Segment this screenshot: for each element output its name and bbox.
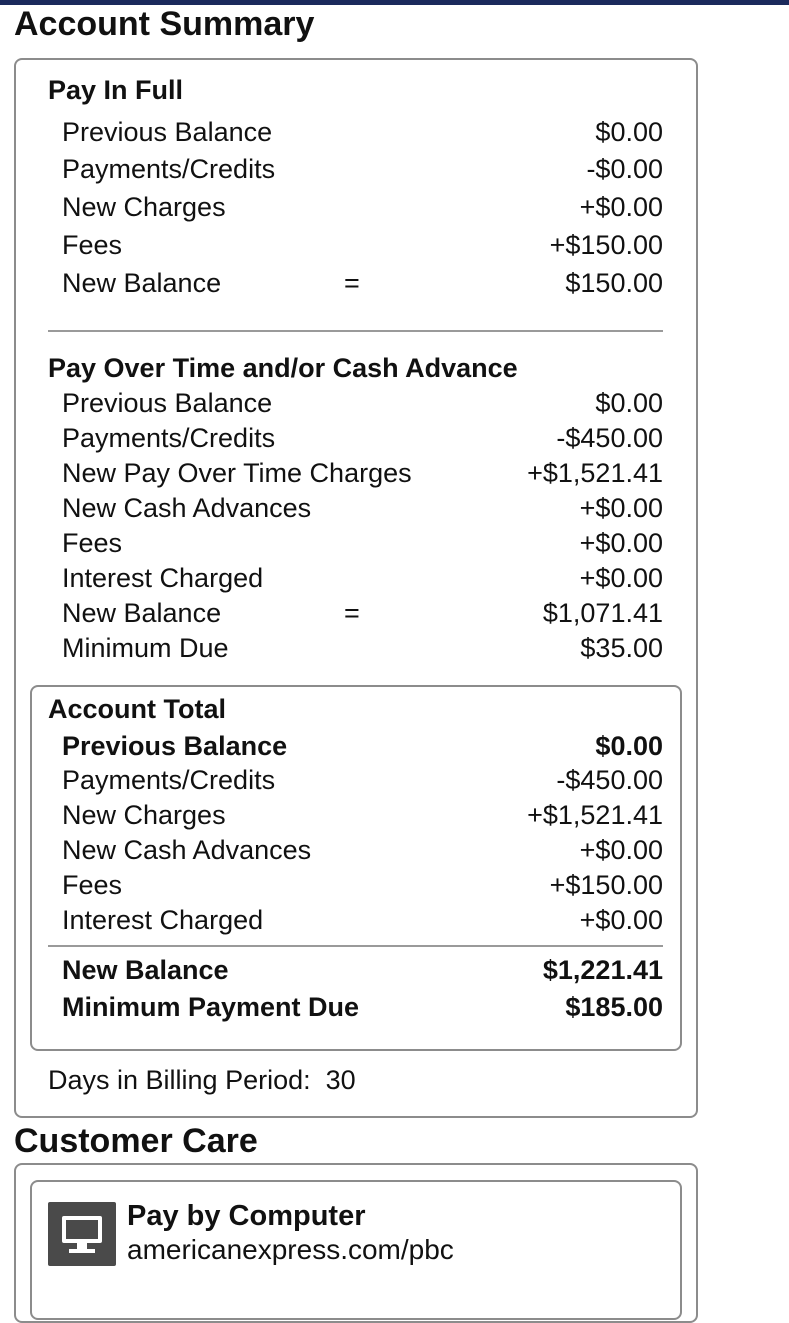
row-label: New Charges bbox=[62, 800, 226, 830]
summary-row bbox=[62, 421, 663, 456]
summary-row bbox=[62, 833, 663, 868]
row-label: Fees bbox=[62, 870, 123, 900]
row-value: +$0.00 bbox=[579, 493, 663, 523]
summary-row bbox=[62, 631, 663, 666]
row-value: +$0.00 bbox=[579, 905, 663, 935]
row-label: Interest Charged bbox=[62, 563, 264, 593]
computer-monitor-icon bbox=[48, 1202, 116, 1266]
row-value: +$0.00 bbox=[579, 528, 663, 558]
row-value: $0.00 bbox=[595, 117, 663, 147]
total-row bbox=[62, 990, 663, 1025]
row-value: +$1,521.41 bbox=[527, 800, 663, 830]
row-label: Previous Balance bbox=[62, 731, 288, 761]
row-label: New Balance bbox=[62, 598, 222, 628]
summary-row bbox=[62, 526, 663, 561]
summary-row bbox=[62, 868, 663, 903]
row-value: -$0.00 bbox=[586, 154, 663, 184]
row-label: Payments/Credits bbox=[62, 154, 276, 184]
customer-care-title: Customer Care bbox=[14, 1122, 258, 1160]
total-row bbox=[62, 953, 663, 988]
summary-row bbox=[62, 763, 663, 798]
row-label: Payments/Credits bbox=[62, 423, 276, 453]
summary-row bbox=[62, 115, 663, 150]
pay-by-computer-title: Pay by Computer bbox=[127, 1200, 366, 1232]
row-value: -$450.00 bbox=[556, 765, 663, 795]
pay-by-computer-link[interactable]: americanexpress.com/pbc bbox=[127, 1234, 454, 1265]
pay-in-full-heading: Pay In Full bbox=[48, 75, 184, 105]
pay-over-time-heading: Pay Over Time and/or Cash Advance bbox=[48, 353, 518, 383]
row-label: New Charges bbox=[62, 192, 226, 222]
row-label: Interest Charged bbox=[62, 905, 264, 935]
row-value: $1,071.41 bbox=[542, 598, 663, 628]
account-total-heading: Account Total bbox=[48, 694, 226, 724]
row-label: Fees bbox=[62, 528, 123, 558]
days-label: Days in Billing Period: bbox=[48, 1065, 311, 1095]
summary-row bbox=[62, 152, 663, 187]
summary-row bbox=[62, 561, 663, 596]
summary-row bbox=[62, 456, 663, 491]
summary-row bbox=[62, 266, 663, 301]
row-value: -$450.00 bbox=[556, 423, 663, 453]
summary-row bbox=[62, 729, 663, 764]
row-value: $185.00 bbox=[565, 992, 663, 1022]
summary-row bbox=[62, 190, 663, 225]
row-value: $0.00 bbox=[595, 388, 663, 418]
equals-sign: = bbox=[344, 598, 360, 628]
row-value: $35.00 bbox=[580, 633, 663, 663]
row-label: Previous Balance bbox=[62, 388, 273, 418]
row-label: Fees bbox=[62, 230, 123, 260]
row-value: +$1,521.41 bbox=[527, 458, 663, 488]
days-value: 30 bbox=[325, 1065, 356, 1095]
row-value: $0.00 bbox=[595, 731, 663, 761]
row-label: New Balance bbox=[62, 955, 229, 985]
summary-row bbox=[62, 228, 663, 263]
row-label: Minimum Payment Due bbox=[62, 992, 360, 1022]
summary-row bbox=[62, 798, 663, 833]
summary-row bbox=[62, 596, 663, 631]
row-label: Payments/Credits bbox=[62, 765, 276, 795]
row-label: New Balance bbox=[62, 268, 222, 298]
row-label: Previous Balance bbox=[62, 117, 273, 147]
row-value: +$150.00 bbox=[549, 870, 663, 900]
totals-divider bbox=[48, 945, 663, 947]
row-label: New Cash Advances bbox=[62, 493, 312, 523]
row-value: +$0.00 bbox=[579, 835, 663, 865]
row-label: New Cash Advances bbox=[62, 835, 312, 865]
row-value: +$0.00 bbox=[579, 192, 663, 222]
row-label: New Pay Over Time Charges bbox=[62, 458, 412, 488]
row-value: +$0.00 bbox=[579, 563, 663, 593]
row-value: +$150.00 bbox=[549, 230, 663, 260]
section-divider bbox=[48, 330, 663, 332]
summary-row bbox=[62, 491, 663, 526]
days-in-billing-period bbox=[48, 1063, 356, 1098]
row-label: Minimum Due bbox=[62, 633, 229, 663]
row-value: $150.00 bbox=[565, 268, 663, 298]
account-summary-title: Account Summary bbox=[14, 5, 315, 43]
row-value: $1,221.41 bbox=[542, 955, 663, 985]
summary-row bbox=[62, 386, 663, 421]
summary-row bbox=[62, 903, 663, 938]
equals-sign: = bbox=[344, 268, 360, 298]
